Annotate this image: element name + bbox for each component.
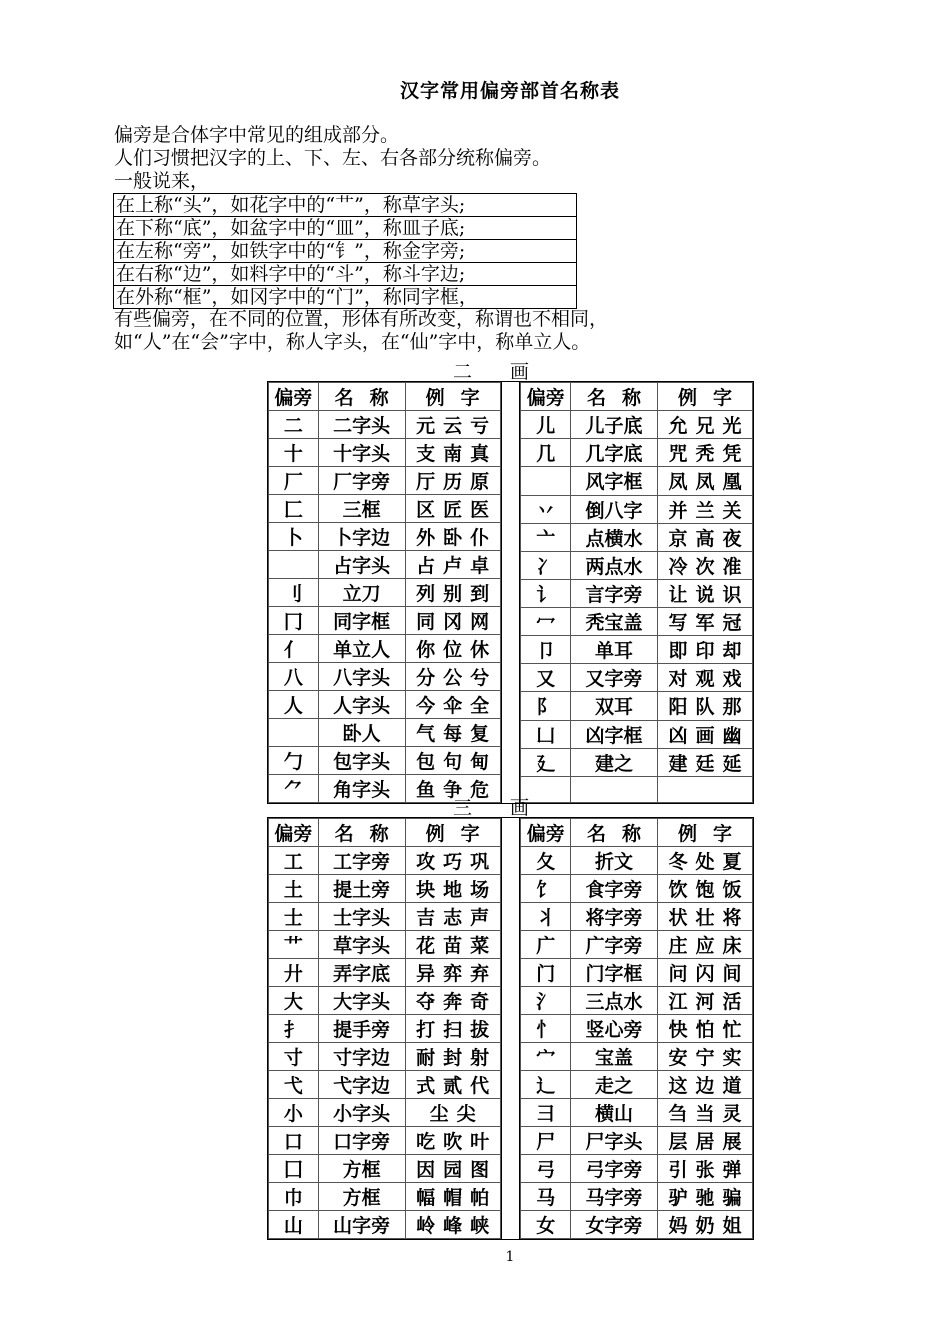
table-row — [269, 691, 501, 719]
intro-block — [114, 124, 608, 354]
radical-cell: 十 — [269, 439, 319, 467]
name-cell: 大字头 — [318, 987, 405, 1015]
name-cell: 凶字框 — [571, 720, 658, 748]
radical-cell — [269, 719, 319, 747]
name-cell: 折文 — [571, 847, 658, 875]
name-cell: 走之 — [571, 1071, 658, 1099]
table-row — [521, 1015, 753, 1043]
radical-cell: 阝 — [521, 692, 571, 720]
example-cell: 支南真 — [405, 439, 500, 467]
table-row — [269, 747, 501, 775]
name-cell: 寸字边 — [318, 1043, 405, 1071]
example-cell: 凤凤凰 — [658, 467, 753, 495]
radical-cell: 士 — [269, 903, 319, 931]
example-cell: 快怕忙 — [658, 1015, 753, 1043]
table-row — [269, 607, 501, 635]
column-header: 偏旁 — [521, 819, 571, 847]
radical-cell: 门 — [521, 959, 571, 987]
example-cell: 打扫拔 — [405, 1015, 500, 1043]
radical-cell: 马 — [521, 1183, 571, 1211]
right-column-table — [520, 818, 753, 1239]
radical-cell: 氵 — [521, 987, 571, 1015]
example-cell: 尘尖 — [405, 1099, 500, 1127]
example-cell: 驴驰骗 — [658, 1183, 753, 1211]
name-cell: 言字旁 — [571, 579, 658, 607]
radical-cell: 弋 — [269, 1071, 319, 1099]
name-cell: 几字底 — [571, 439, 658, 467]
table-row — [269, 903, 501, 931]
radical-cell: 艹 — [269, 931, 319, 959]
example-cell: 花苗菜 — [405, 931, 500, 959]
example-cell: 耐封射 — [405, 1043, 500, 1071]
radical-cell: 小 — [269, 1099, 319, 1127]
page-title: 汉字常用偏旁部首名称表 — [399, 80, 620, 102]
example-cell: 夺奔奇 — [405, 987, 500, 1015]
table-row — [269, 579, 501, 607]
example-cell: 气每复 — [405, 719, 500, 747]
example-cell: 你位休 — [405, 635, 500, 663]
example-cell: 江河活 — [658, 987, 753, 1015]
name-cell: 三框 — [318, 495, 405, 523]
radical-cell: 匚 — [269, 495, 319, 523]
example-cell: 幅帽帕 — [405, 1183, 500, 1211]
radical-cell: 儿 — [521, 411, 571, 439]
table-row — [269, 847, 501, 875]
name-cell: 方框 — [318, 1183, 405, 1211]
example-cell: 对观戏 — [658, 664, 753, 692]
example-cell: 即印却 — [658, 636, 753, 664]
name-cell: 将字旁 — [571, 903, 658, 931]
example-cell: 冬处夏 — [658, 847, 753, 875]
table-row — [521, 608, 753, 636]
radical-cell: 尸 — [521, 1127, 571, 1155]
example-cell: 状壮将 — [658, 903, 753, 931]
radical-cell: 廴 — [521, 748, 571, 776]
boxed-line: 在上称“头”，如花字中的“艹”，称草字头; — [113, 193, 577, 217]
radical-cell: 辶 — [521, 1071, 571, 1099]
table-row — [269, 1127, 501, 1155]
table-row — [269, 1043, 501, 1071]
table-row — [269, 931, 501, 959]
example-cell: 安宁实 — [658, 1043, 753, 1071]
example-cell: 列别到 — [405, 579, 500, 607]
radical-cell: 几 — [521, 439, 571, 467]
name-cell: 三点水 — [571, 987, 658, 1015]
section-heading: 二画 — [452, 361, 567, 383]
radical-cell: 夂 — [521, 847, 571, 875]
example-cell: 层居展 — [658, 1127, 753, 1155]
column-header: 偏旁 — [269, 383, 319, 411]
example-cell: 鱼争危 — [405, 775, 500, 803]
radical-cell: 亻 — [269, 635, 319, 663]
table-row — [521, 720, 753, 748]
name-cell: 竖心旁 — [571, 1015, 658, 1043]
radical-cell: 彐 — [521, 1099, 571, 1127]
boxed-line: 在下称“底”，如盆字中的“皿”，称皿子底; — [113, 216, 577, 240]
table-row — [521, 1211, 753, 1239]
radical-table — [267, 381, 754, 804]
example-cell: 庄应床 — [658, 931, 753, 959]
radical-cell: 冖 — [521, 608, 571, 636]
radical-cell: 弓 — [521, 1155, 571, 1183]
right-column-table — [520, 382, 753, 803]
left-column-table — [268, 382, 501, 803]
table-row — [521, 467, 753, 495]
table-row — [521, 1127, 753, 1155]
column-divider — [501, 818, 521, 1239]
name-cell: 马字旁 — [571, 1183, 658, 1211]
table-row — [269, 1099, 501, 1127]
radical-cell: 亠 — [521, 523, 571, 551]
name-cell: 占字头 — [318, 551, 405, 579]
table-row — [521, 439, 753, 467]
table-row — [269, 1071, 501, 1099]
table-row — [521, 1155, 753, 1183]
outro-line: 如“人”在“会”字中，称人字头，在“仙”字中，称单立人。 — [114, 331, 591, 353]
name-cell: 宝盖 — [571, 1043, 658, 1071]
header-row — [269, 383, 501, 411]
column-header: 名称 — [318, 383, 405, 411]
example-cell: 厅历原 — [405, 467, 500, 495]
name-cell: 双耳 — [571, 692, 658, 720]
example-cell: 元云亏 — [405, 411, 500, 439]
example-cell: 凶画幽 — [658, 720, 753, 748]
name-cell: 小字头 — [318, 1099, 405, 1127]
name-cell: 厂字旁 — [318, 467, 405, 495]
table-row — [269, 959, 501, 987]
radical-cell: 二 — [269, 411, 319, 439]
table-row — [521, 987, 753, 1015]
radical-cell: 口 — [269, 1127, 319, 1155]
table-row — [269, 875, 501, 903]
example-cell: 岭峰峡 — [405, 1211, 500, 1239]
table-row — [269, 1015, 501, 1043]
table-row — [521, 1071, 753, 1099]
example-cell: 并兰关 — [658, 495, 753, 523]
name-cell: 秃宝盖 — [571, 608, 658, 636]
example-cell: 式贰代 — [405, 1071, 500, 1099]
column-header: 例字 — [658, 383, 753, 411]
column-header: 偏旁 — [269, 819, 319, 847]
radical-cell: 丷 — [521, 495, 571, 523]
name-cell: 女字旁 — [571, 1211, 658, 1239]
example-cell: 今伞全 — [405, 691, 500, 719]
example-cell: 允兄光 — [658, 411, 753, 439]
page-number: 1 — [505, 1249, 515, 1265]
name-cell: 工字旁 — [318, 847, 405, 875]
example-cell: 同冈网 — [405, 607, 500, 635]
boxed-line: 在右称“边”，如料字中的“斗”，称斗字边; — [113, 262, 577, 286]
radical-cell: 忄 — [521, 1015, 571, 1043]
example-cell: 吉志声 — [405, 903, 500, 931]
name-cell: 单耳 — [571, 636, 658, 664]
table-row — [521, 411, 753, 439]
name-cell: 建之 — [571, 748, 658, 776]
example-cell: 问闪间 — [658, 959, 753, 987]
radical-cell: 寸 — [269, 1043, 319, 1071]
example-cell: 引张弹 — [658, 1155, 753, 1183]
example-cell: 让说识 — [658, 579, 753, 607]
column-header: 名称 — [571, 819, 658, 847]
name-cell: 提手旁 — [318, 1015, 405, 1043]
name-cell: 十字头 — [318, 439, 405, 467]
table-row — [269, 663, 501, 691]
name-cell: 同字框 — [318, 607, 405, 635]
table-row — [269, 719, 501, 747]
boxed-line: 在左称“旁”，如铁字中的“钅”，称金字旁; — [113, 239, 577, 263]
radical-cell: 凵 — [521, 720, 571, 748]
radical-cell: 勹 — [269, 747, 319, 775]
table-row — [269, 411, 501, 439]
radical-cell — [269, 551, 319, 579]
radical-cell: ⺈ — [269, 775, 319, 803]
radical-cell: 扌 — [269, 1015, 319, 1043]
name-cell: 草字头 — [318, 931, 405, 959]
radical-cell: 卩 — [521, 636, 571, 664]
section-heading: 三画 — [452, 797, 567, 819]
name-cell: 卧人 — [318, 719, 405, 747]
left-column-table — [268, 818, 501, 1239]
name-cell: 食字旁 — [571, 875, 658, 903]
radical-cell: 山 — [269, 1211, 319, 1239]
example-cell: 阳队那 — [658, 692, 753, 720]
name-cell: 二字头 — [318, 411, 405, 439]
radical-cell: 八 — [269, 663, 319, 691]
table-row — [269, 1155, 501, 1183]
example-cell: 块地场 — [405, 875, 500, 903]
column-header: 名称 — [318, 819, 405, 847]
name-cell: 门字框 — [571, 959, 658, 987]
name-cell: 弋字边 — [318, 1071, 405, 1099]
table-row — [521, 692, 753, 720]
example-cell: 刍当灵 — [658, 1099, 753, 1127]
radical-cell: 冂 — [269, 607, 319, 635]
header-row — [521, 383, 753, 411]
name-cell: 山字旁 — [318, 1211, 405, 1239]
header-row — [521, 819, 753, 847]
name-cell: 八字头 — [318, 663, 405, 691]
radical-cell: 广 — [521, 931, 571, 959]
header-row — [269, 819, 501, 847]
name-cell: 横山 — [571, 1099, 658, 1127]
table-row — [521, 1099, 753, 1127]
table-row — [269, 1211, 501, 1239]
table-row — [269, 1183, 501, 1211]
name-cell: 单立人 — [318, 635, 405, 663]
table-row — [269, 987, 501, 1015]
radical-cell — [521, 467, 571, 495]
name-cell: 立刀 — [318, 579, 405, 607]
example-cell: 京高夜 — [658, 523, 753, 551]
table-row — [269, 439, 501, 467]
radical-cell: 卜 — [269, 523, 319, 551]
table-row — [521, 664, 753, 692]
example-cell: 吃吹叶 — [405, 1127, 500, 1155]
outro-line: 有些偏旁，在不同的位置，形体有所改变，称谓也不相同， — [114, 308, 609, 330]
boxed-line: 在外称“框”，如冈字中的“门”，称同字框， — [113, 285, 577, 309]
example-cell: 包句甸 — [405, 747, 500, 775]
intro-line: 人们习惯把汉字的上、下、左、右各部分统称偏旁。 — [114, 147, 552, 169]
name-cell: 包字头 — [318, 747, 405, 775]
table-row — [521, 636, 753, 664]
table-row — [521, 875, 753, 903]
example-cell: 占卢卓 — [405, 551, 500, 579]
name-cell: 提土旁 — [318, 875, 405, 903]
name-cell: 方框 — [318, 1155, 405, 1183]
name-cell: 两点水 — [571, 551, 658, 579]
name-cell: 人字头 — [318, 691, 405, 719]
example-cell: 冷次准 — [658, 551, 753, 579]
column-header: 例字 — [658, 819, 753, 847]
table-row — [521, 579, 753, 607]
radical-cell: 丬 — [521, 903, 571, 931]
intro-line: 一般说来， — [114, 170, 210, 192]
example-cell: 饮饱饭 — [658, 875, 753, 903]
radical-table — [267, 817, 754, 1240]
table-row — [521, 523, 753, 551]
table-row — [269, 523, 501, 551]
table-row — [521, 748, 753, 776]
table-row — [521, 931, 753, 959]
name-cell: 角字头 — [318, 775, 405, 803]
radical-cell: 土 — [269, 875, 319, 903]
column-header: 名称 — [571, 383, 658, 411]
name-cell: 风字框 — [571, 467, 658, 495]
example-cell: 区匠医 — [405, 495, 500, 523]
radical-cell: 厂 — [269, 467, 319, 495]
radical-cell: 冫 — [521, 551, 571, 579]
radical-cell: 饣 — [521, 875, 571, 903]
example-cell: 异弈弃 — [405, 959, 500, 987]
table-row — [269, 635, 501, 663]
name-cell: 士字头 — [318, 903, 405, 931]
intro-line: 偏旁是合体字中常见的组成部分。 — [114, 124, 400, 146]
table-row — [269, 551, 501, 579]
column-header: 例字 — [405, 819, 500, 847]
column-header: 例字 — [405, 383, 500, 411]
radical-cell: 工 — [269, 847, 319, 875]
name-cell: 儿子底 — [571, 411, 658, 439]
radical-cell: 女 — [521, 1211, 571, 1239]
radical-cell: 宀 — [521, 1043, 571, 1071]
table-row — [269, 467, 501, 495]
example-cell: 外卧仆 — [405, 523, 500, 551]
name-cell: 尸字头 — [571, 1127, 658, 1155]
example-cell: 写军冠 — [658, 608, 753, 636]
radical-cell: 巾 — [269, 1183, 319, 1211]
example-cell: 咒秃凭 — [658, 439, 753, 467]
radical-cell: 刂 — [269, 579, 319, 607]
radical-cell: 又 — [521, 664, 571, 692]
table-row — [521, 1183, 753, 1211]
radical-cell: 人 — [269, 691, 319, 719]
table-row — [521, 903, 753, 931]
column-divider — [501, 382, 521, 803]
name-cell: 又字旁 — [571, 664, 658, 692]
name-cell: 点横水 — [571, 523, 658, 551]
name-cell: 口字旁 — [318, 1127, 405, 1155]
example-cell: 攻巧巩 — [405, 847, 500, 875]
example-cell: 妈奶姐 — [658, 1211, 753, 1239]
table-row — [269, 495, 501, 523]
example-cell: 这边道 — [658, 1071, 753, 1099]
example-cell: 建廷延 — [658, 748, 753, 776]
name-cell: 倒八字 — [571, 495, 658, 523]
radical-cell: 大 — [269, 987, 319, 1015]
example-cell: 因园图 — [405, 1155, 500, 1183]
column-header: 偏旁 — [521, 383, 571, 411]
table-row — [521, 495, 753, 523]
name-cell: 弓字旁 — [571, 1155, 658, 1183]
name-cell: 卜字边 — [318, 523, 405, 551]
table-row — [521, 959, 753, 987]
radical-cell: 廾 — [269, 959, 319, 987]
table-row — [521, 847, 753, 875]
name-cell: 弄字底 — [318, 959, 405, 987]
radical-cell: 讠 — [521, 579, 571, 607]
table-row — [521, 1043, 753, 1071]
radical-cell: 囗 — [269, 1155, 319, 1183]
table-row — [521, 551, 753, 579]
name-cell: 广字旁 — [571, 931, 658, 959]
example-cell: 分公兮 — [405, 663, 500, 691]
